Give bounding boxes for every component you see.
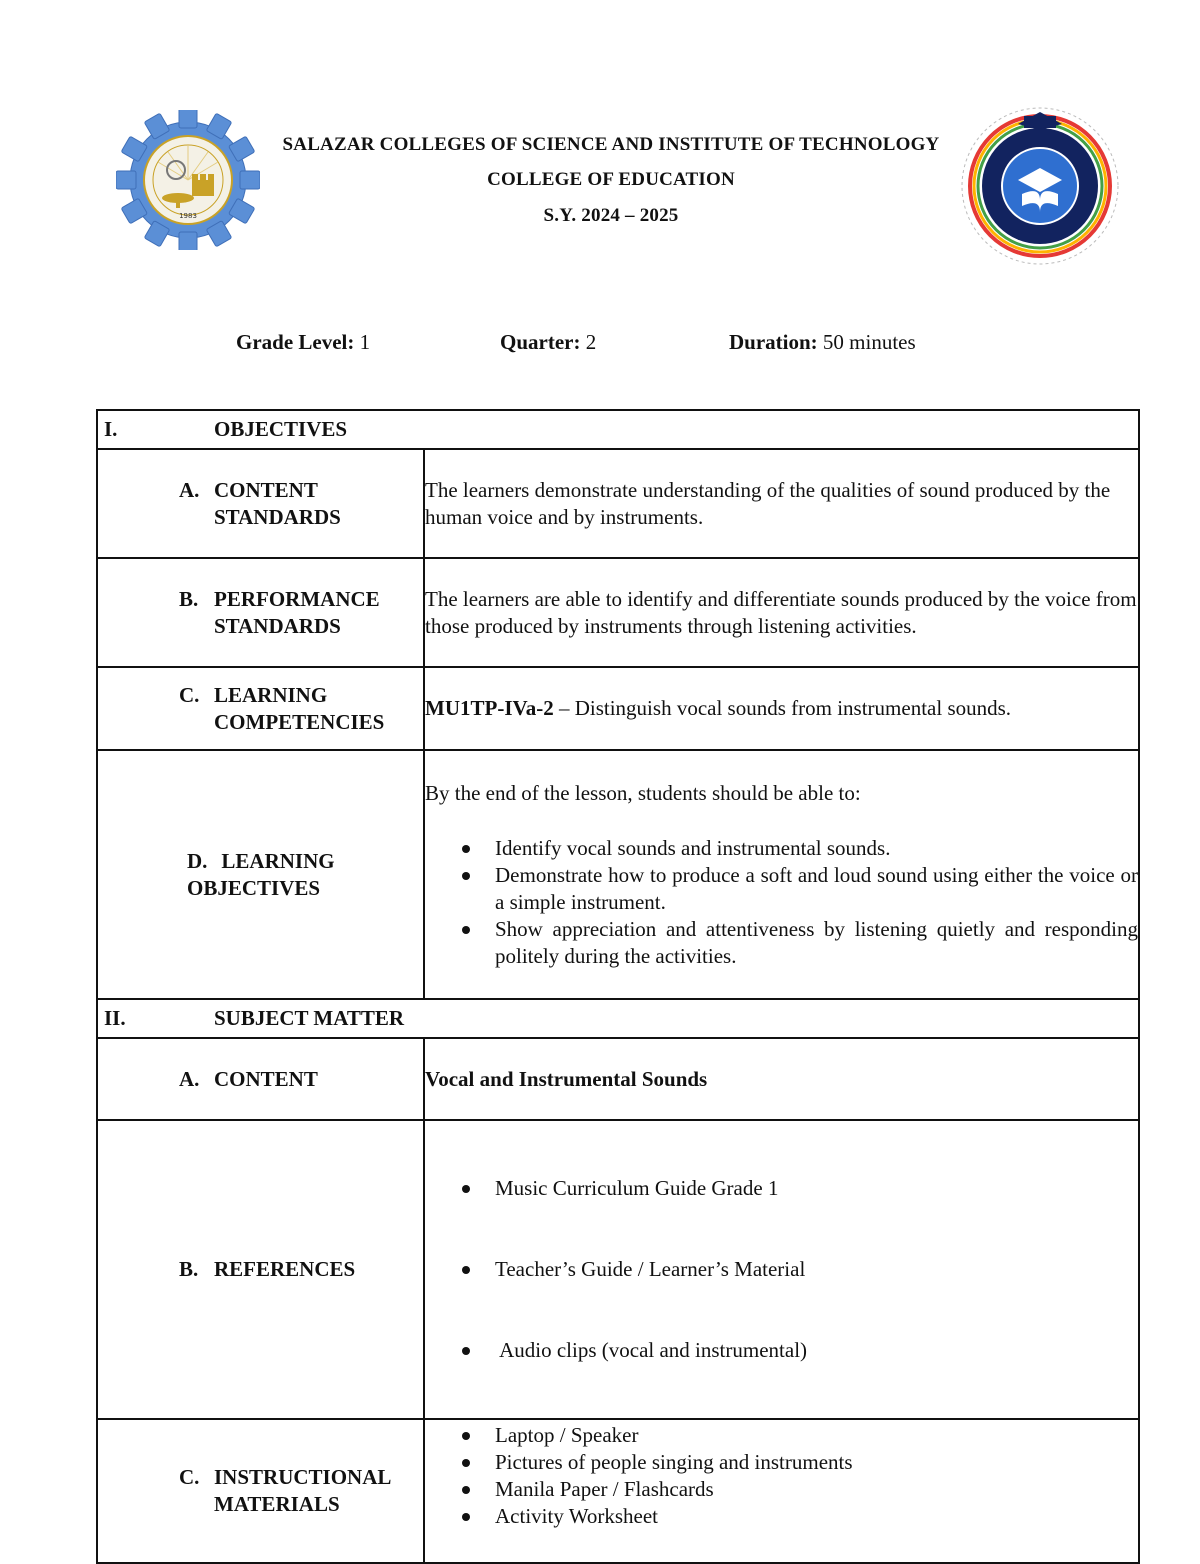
section-title: SUBJECT MATTER xyxy=(214,1006,405,1030)
duration-label: Duration: xyxy=(729,330,818,354)
table-row-learning-objectives xyxy=(97,750,1139,999)
list-item: Teacher’s Guide / Learner’s Material xyxy=(495,1256,1138,1283)
row-letter: C. xyxy=(179,1465,200,1489)
list-item: Audio clips (vocal and instrumental) xyxy=(495,1337,1138,1364)
row-label-text: LEARNING OBJECTIVES xyxy=(187,848,335,900)
school-year: S.Y. 2024 – 2025 xyxy=(543,205,679,226)
row-letter: B. xyxy=(179,1257,199,1281)
row-label xyxy=(97,750,424,999)
row-value xyxy=(424,449,1139,558)
list-item: Music Curriculum Guide Grade 1 xyxy=(495,1175,1138,1202)
row-label xyxy=(97,667,424,750)
section-number: I. xyxy=(104,417,118,441)
quarter-label: Quarter: xyxy=(500,330,581,354)
row-label xyxy=(97,1038,424,1120)
table-row-references xyxy=(97,1120,1139,1419)
section-header xyxy=(97,999,1139,1038)
section-number: II. xyxy=(104,1006,126,1030)
row-value xyxy=(424,1120,1139,1419)
table-row-instructional-materials xyxy=(97,1419,1139,1563)
list-item: Laptop / Speaker xyxy=(495,1422,1138,1449)
row-label-text: PERFORMANCE STANDARDS xyxy=(214,586,380,638)
quarter-value: 2 xyxy=(585,330,597,354)
materials-list xyxy=(425,1422,1138,1530)
row-label xyxy=(97,1120,424,1419)
row-label-text: LEARNING COMPETENCIES xyxy=(214,682,385,734)
list-item: Manila Paper / Flashcards xyxy=(495,1476,1138,1503)
row-label-text: INSTRUCTIONAL MATERIALS xyxy=(214,1465,391,1516)
grade-level-info xyxy=(236,330,370,355)
list-item: Show appreciation and attentiveness by listening quietly and responding politely during the activities. xyxy=(495,916,1138,968)
row-value xyxy=(424,1038,1139,1120)
row-label xyxy=(97,1419,424,1563)
list-item: Pictures of people singing and instruments xyxy=(495,1449,1138,1476)
duration-value: 50 minutes xyxy=(822,330,916,354)
list-item: Identify vocal sounds and instrumental sounds. xyxy=(495,835,1138,862)
section-row-subject-matter xyxy=(97,999,1139,1038)
grade-level-value: 1 xyxy=(359,330,371,354)
row-letter: D. xyxy=(187,848,208,873)
list-item: Activity Worksheet xyxy=(495,1503,1138,1530)
objectives-list xyxy=(425,835,1138,970)
school-name: SALAZAR COLLEGES OF SCIENCE AND INSTITUTE OF TECHNOLOGY xyxy=(282,134,940,155)
table-row-performance-standards xyxy=(97,558,1139,667)
row-letter: C. xyxy=(179,682,200,707)
row-label xyxy=(97,558,424,667)
row-label-text: CONTENT xyxy=(214,1066,318,1091)
row-value xyxy=(424,1419,1139,1563)
competency-code: MU1TP-IVa-2 xyxy=(425,696,554,720)
duration-info xyxy=(729,330,916,355)
competency-text: – Distinguish vocal sounds from instrumental sounds. xyxy=(553,696,1012,720)
row-label-text: CONTENT STANDARDS xyxy=(214,477,341,529)
objectives-intro: By the end of the lesson, students should be able to: xyxy=(425,780,861,805)
college-name: COLLEGE OF EDUCATION xyxy=(487,169,735,190)
row-letter: A. xyxy=(179,1066,200,1091)
table-row-content-standards xyxy=(97,449,1139,558)
performance-standards-text: The learners are able to identify and differentiate sounds produced by the voice from those produced by instruments through listening activities. xyxy=(425,586,1137,638)
row-value xyxy=(424,750,1139,999)
content-standards-text: The learners demonstrate understanding of the qualities of sound produced by the human voice and by instruments. xyxy=(425,477,1111,529)
references-list xyxy=(425,1121,1138,1418)
row-value xyxy=(424,667,1139,750)
lesson-plan-table xyxy=(96,409,1140,1564)
table-row-content xyxy=(97,1038,1139,1120)
section-row-objectives xyxy=(97,410,1139,449)
quarter-info xyxy=(500,330,596,355)
content-text: Vocal and Instrumental Sounds xyxy=(425,1066,708,1091)
section-title: OBJECTIVES xyxy=(214,417,348,441)
row-letter: A. xyxy=(179,477,200,502)
row-value xyxy=(424,558,1139,667)
row-label xyxy=(97,449,424,558)
row-label-text: REFERENCES xyxy=(214,1257,356,1281)
row-letter: B. xyxy=(179,586,199,611)
grade-level-label: Grade Level: xyxy=(236,330,355,354)
seal-year: 1983 xyxy=(179,212,197,220)
section-header xyxy=(97,410,1139,449)
list-item: Demonstrate how to produce a soft and loud sound using either the voice or a simple instrument. xyxy=(495,862,1138,914)
table-row-learning-competencies xyxy=(97,667,1139,750)
